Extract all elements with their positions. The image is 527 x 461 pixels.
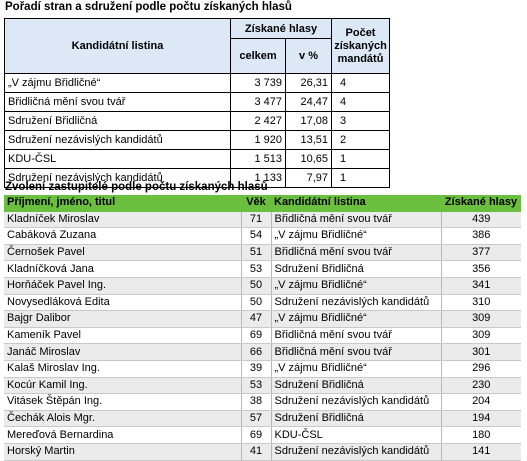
member-list: „V zájmu Břidličné“ <box>271 360 441 377</box>
table-row <box>5 74 390 93</box>
header-votes-total: celkem <box>231 39 286 74</box>
member-age: 41 <box>241 443 271 460</box>
table-row <box>4 211 521 228</box>
table-row <box>5 93 390 112</box>
member-list: Břidličná mění svou tvář <box>271 327 441 344</box>
section-title-party-ranking: Pořadí stran a sdružení podle počtu získaných hlasů <box>5 1 292 13</box>
table-row <box>4 427 521 444</box>
party-votes-total: 1 920 <box>231 131 286 150</box>
party-votes-total: 3 477 <box>231 93 286 112</box>
party-votes-percent: 17,08 <box>286 112 332 131</box>
member-votes: 180 <box>441 427 521 444</box>
party-votes-percent: 24,47 <box>286 93 332 112</box>
section-title-elected-members: Zvolení zastupitelé podle počtu získaných hlasů <box>5 181 268 193</box>
member-age: 50 <box>241 277 271 294</box>
member-name: Mereďová Bernardina <box>4 427 241 444</box>
member-name: Černošek Pavel <box>4 244 241 261</box>
table-row <box>4 394 521 411</box>
party-votes-total: 1 133 <box>231 169 286 188</box>
member-age: 51 <box>241 244 271 261</box>
party-results-table <box>4 18 390 188</box>
party-name: KDU-ČSL <box>5 150 231 169</box>
member-age: 69 <box>241 327 271 344</box>
header-candidate-list: Kandidátní listina <box>271 195 441 211</box>
member-votes: 194 <box>441 410 521 427</box>
member-name: Kladníček Miroslav <box>4 211 241 228</box>
member-age: 69 <box>241 427 271 444</box>
party-votes-percent: 7,97 <box>286 169 332 188</box>
member-votes: 377 <box>441 244 521 261</box>
member-votes: 204 <box>441 394 521 411</box>
header-votes: Získané hlasy <box>441 195 521 211</box>
member-votes: 301 <box>441 344 521 361</box>
member-name: Horský Martin <box>4 443 241 460</box>
member-age: 47 <box>241 311 271 328</box>
member-age: 38 <box>241 394 271 411</box>
member-list: „V zájmu Břidličné“ <box>271 228 441 245</box>
party-mandates: 4 <box>332 74 390 93</box>
member-votes: 356 <box>441 261 521 278</box>
header-votes-group: Získané hlasy <box>231 19 332 39</box>
party-name: Sdružení nezávislých kandidátů <box>5 169 231 188</box>
member-list: Sdružení Břidličná <box>271 261 441 278</box>
table-row <box>4 443 521 460</box>
member-list: Sdružení nezávislých kandidátů <box>271 394 441 411</box>
header-votes-percent: v % <box>286 39 332 74</box>
party-votes-total: 1 513 <box>231 150 286 169</box>
member-name: Kameník Pavel <box>4 327 241 344</box>
header-candidate-list: Kandidátní listina <box>5 19 231 74</box>
party-name: Sdružení nezávislých kandidátů <box>5 131 231 150</box>
member-list: Sdružení nezávislých kandidátů <box>271 443 441 460</box>
table-row <box>5 131 390 150</box>
member-list: Sdružení nezávislých kandidátů <box>271 294 441 311</box>
member-votes: 341 <box>441 277 521 294</box>
table-row <box>4 311 521 328</box>
member-name: Kladníčková Jana <box>4 261 241 278</box>
member-list: KDU-ČSL <box>271 427 441 444</box>
party-votes-percent: 26,31 <box>286 74 332 93</box>
member-name: Vitásek Štěpán Ing. <box>4 394 241 411</box>
member-age: 71 <box>241 211 271 228</box>
member-votes: 141 <box>441 443 521 460</box>
party-name: „V zájmu Břidličné“ <box>5 74 231 93</box>
table-row <box>4 327 521 344</box>
member-name: Janáč Miroslav <box>4 344 241 361</box>
header-person: Příjmení, jméno, titul <box>4 195 241 211</box>
party-mandates: 2 <box>332 131 390 150</box>
party-mandates: 1 <box>332 169 390 188</box>
member-list: Břidličná mění svou tvář <box>271 344 441 361</box>
member-name: Kalaš Miroslav Ing. <box>4 360 241 377</box>
table-header-row <box>4 195 521 211</box>
member-list: „V zájmu Břidličné“ <box>271 311 441 328</box>
party-mandates: 4 <box>332 93 390 112</box>
member-name: Bajgr Dalibor <box>4 311 241 328</box>
party-votes-total: 3 739 <box>231 74 286 93</box>
member-list: Břidličná mění svou tvář <box>271 211 441 228</box>
member-name: Novysedláková Edita <box>4 294 241 311</box>
party-mandates: 3 <box>332 112 390 131</box>
party-votes-total: 2 427 <box>231 112 286 131</box>
party-mandates: 1 <box>332 150 390 169</box>
table-row <box>5 112 390 131</box>
party-votes-percent: 13,51 <box>286 131 332 150</box>
party-name: Sdružení Břidličná <box>5 112 231 131</box>
table-row <box>4 377 521 394</box>
table-row <box>4 360 521 377</box>
elected-members-table <box>4 195 521 461</box>
member-name: Cabáková Zuzana <box>4 228 241 245</box>
party-name: Břidličná mění svou tvář <box>5 93 231 112</box>
member-age: 54 <box>241 228 271 245</box>
table-row <box>4 228 521 245</box>
member-age: 53 <box>241 377 271 394</box>
member-name: Kocúr Kamil Ing. <box>4 377 241 394</box>
member-name: Horňáček Pavel Ing. <box>4 277 241 294</box>
member-votes: 309 <box>441 327 521 344</box>
member-list: Sdružení Břidličná <box>271 410 441 427</box>
member-age: 66 <box>241 344 271 361</box>
member-age: 53 <box>241 261 271 278</box>
party-votes-percent: 10,65 <box>286 150 332 169</box>
member-name: Čechák Alois Mgr. <box>4 410 241 427</box>
member-votes: 310 <box>441 294 521 311</box>
table-row <box>4 277 521 294</box>
member-votes: 309 <box>441 311 521 328</box>
table-row <box>5 150 390 169</box>
member-list: „V zájmu Břidličné“ <box>271 277 441 294</box>
member-votes: 386 <box>441 228 521 245</box>
header-mandates: Počet získaných mandátů <box>332 19 390 74</box>
header-age: Věk <box>241 195 271 211</box>
member-votes: 230 <box>441 377 521 394</box>
member-age: 39 <box>241 360 271 377</box>
table-row <box>4 410 521 427</box>
member-votes: 296 <box>441 360 521 377</box>
member-list: Sdružení Břidličná <box>271 377 441 394</box>
table-row <box>4 344 521 361</box>
member-age: 57 <box>241 410 271 427</box>
table-row <box>4 244 521 261</box>
member-list: Břidličná mění svou tvář <box>271 244 441 261</box>
member-age: 50 <box>241 294 271 311</box>
table-row <box>4 261 521 278</box>
table-row <box>4 294 521 311</box>
member-votes: 439 <box>441 211 521 228</box>
